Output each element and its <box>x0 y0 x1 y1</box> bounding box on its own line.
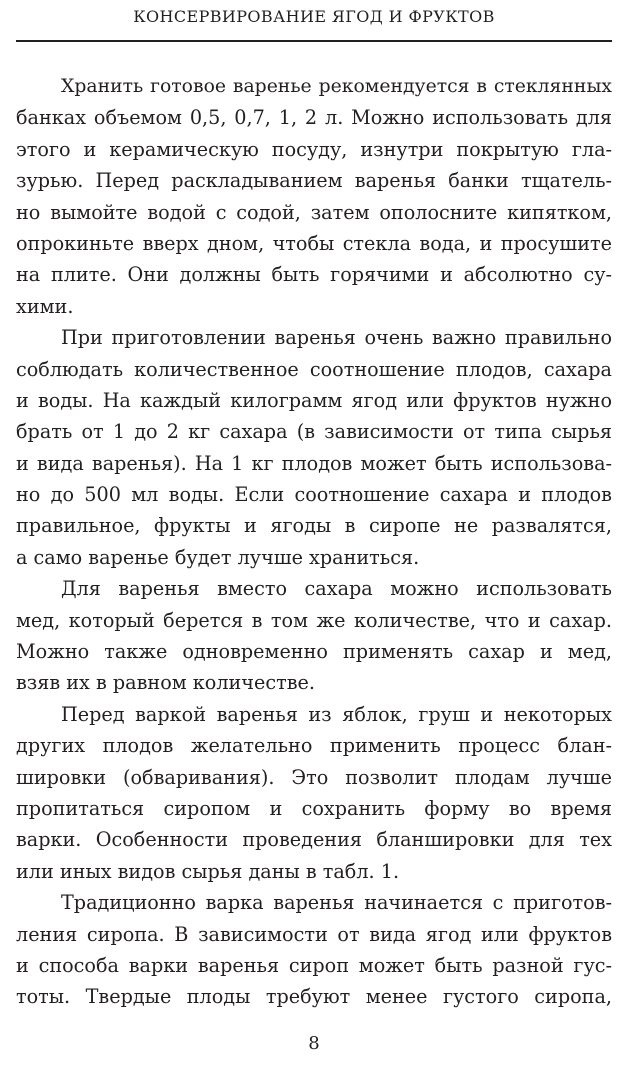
text-line: мед, который берется в том же количестве, что и сахар. <box>16 608 612 632</box>
text-line: Можно также одновременно применять сахар и мед, <box>16 640 612 664</box>
text-line: При приготовлении варенья очень важно правильно <box>61 326 612 350</box>
page-number: 8 <box>308 1033 320 1054</box>
text-line: зурью. Перед раскладыванием варенья банки тщатель- <box>16 169 612 193</box>
text-line: тоты. Твердые плоды требуют менее густого сиропа, <box>16 985 612 1009</box>
text-line: на плите. Они должны быть горячими и абсолютно су- <box>16 263 612 287</box>
text-line: и вида варенья). На 1 кг плодов может быть использова- <box>16 451 612 475</box>
text-line: Традиционно варка варенья начинается с приготов- <box>61 891 612 915</box>
text-line: взяв их в равном количестве. <box>16 671 315 695</box>
paragraph <box>16 71 612 322</box>
paragraph <box>16 887 612 1013</box>
text-line: Перед варкой варенья из яблок, груш и некоторых <box>61 702 612 726</box>
text-line: и способа варки варенья сироп может быть разной гус- <box>16 953 612 977</box>
text-line: соблюдать количественное соотношение плодов, сахара <box>16 357 612 381</box>
header-rule <box>16 40 612 42</box>
text-line: этого и керамическую посуду, изнутри покрытую гла- <box>16 137 612 161</box>
text-line: правильное, фрукты и ягоды в сиропе не развалятся, <box>16 514 612 538</box>
text-line: других плодов желательно применить процесс блан- <box>16 734 612 758</box>
text-line: шировки (обваривания). Это позволит плодам лучше <box>16 765 612 789</box>
text-line: опрокиньте вверх дном, чтобы стекла вода, и просушите <box>16 231 612 255</box>
text-line: ления сиропа. В зависимости от вида ягод или фруктов <box>16 922 612 946</box>
text-line: а само варенье будет лучше храниться. <box>16 545 420 569</box>
text-line: варки. Особенности проведения бланшировки для тех <box>16 828 612 852</box>
text-line: но до 500 мл воды. Если соотношение сахара и плодов <box>16 483 612 507</box>
text-line: хими. <box>16 294 74 318</box>
text-line: Хранить готовое варенье рекомендуется в стеклянных <box>61 76 612 97</box>
paragraph <box>16 699 612 887</box>
text-line: Для варенья вместо сахара можно использовать <box>61 577 612 601</box>
text-line: но вымойте водой с содой, затем ополосните кипятком, <box>16 200 612 224</box>
text-line: банках объемом 0,5, 0,7, 1, 2 л. Можно использовать для <box>16 106 612 130</box>
paragraph <box>16 322 612 573</box>
text-line: брать от 1 до 2 кг сахара (в зависимости от типа сырья <box>16 420 612 444</box>
text-line: и воды. На каждый килограмм ягод или фруктов нужно <box>16 388 612 412</box>
running-head: КОНСЕРВИРОВАНИЕ ЯГОД И ФРУКТОВ <box>133 7 495 26</box>
body-text <box>16 71 612 1013</box>
text-line: пропитаться сиропом и сохранить форму во время <box>16 796 612 820</box>
text-line: или иных видов сырья даны в табл. 1. <box>16 859 400 883</box>
paragraph <box>16 573 612 699</box>
